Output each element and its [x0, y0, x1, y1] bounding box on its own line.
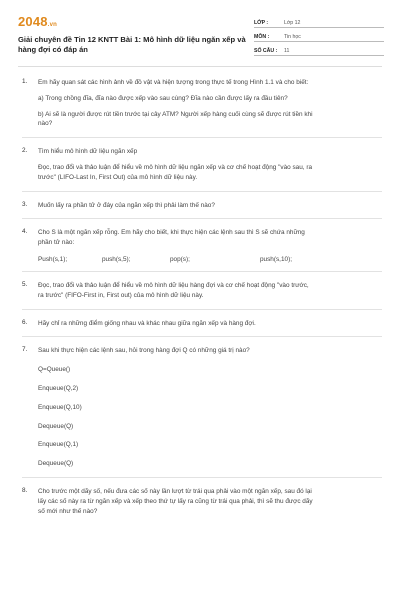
- operation: pop(s);: [170, 255, 190, 263]
- document-header: [18, 14, 268, 56]
- question-number: 7.: [22, 346, 28, 354]
- question-text: Cho trước một dãy số, nếu đưa các số này lần lượt từ trái qua phải vào một ngăn xếp, sau đó lại: [38, 487, 312, 495]
- question-number: 4.: [22, 228, 28, 236]
- question-number: 1.: [22, 78, 28, 85]
- question-2: [22, 147, 382, 182]
- question-7: [22, 346, 382, 469]
- meta-value: Tin học: [284, 34, 301, 40]
- question-text: lấy các số này ra từ ngăn xếp và xếp theo thứ tự lấy ra cũng từ trái qua phải, thì sẽ thu được dãy: [38, 497, 313, 505]
- question-8: [22, 487, 382, 516]
- meta-value: Lớp 12: [284, 20, 301, 26]
- meta-row-class: [254, 14, 384, 28]
- question-separator: [22, 309, 382, 310]
- question-5: [22, 281, 382, 301]
- question-separator: [22, 218, 382, 219]
- queue-operation: Dequeue(Q): [38, 460, 74, 468]
- question-text: Tìm hiểu mô hình dữ liệu ngăn xếp: [38, 148, 138, 156]
- queue-operation: Enqueue(Q,1): [38, 441, 79, 449]
- logo-suffix: .vn: [47, 22, 58, 28]
- question-text: phần tử nào:: [38, 239, 75, 247]
- sub-text: a) Trong chồng đĩa, đĩa nào được xếp vào sau cùng? Đĩa nào cần được lấy ra đầu tiên?: [38, 94, 288, 102]
- meta-label: MÔN :: [254, 34, 270, 40]
- question-separator: [22, 271, 382, 272]
- sub-question-b: [38, 110, 382, 130]
- question-text: số mới như thế nào?: [38, 507, 98, 515]
- question-6: [22, 319, 382, 329]
- sub-text: nào?: [38, 120, 53, 128]
- sub-question: [38, 163, 382, 183]
- question-text: Cho S là một ngăn xếp rỗng. Em hãy cho biết, khi thực hiện các lệnh sau thì S sẽ chứa những: [38, 229, 305, 237]
- question-text: Em hãy quan sát các hình ảnh về đồ vật và hiện tượng trong thực tế trong Hình 1.1 và cho biết:: [38, 79, 309, 86]
- question-text: Sau khi thực hiện các lệnh sau, hỏi trong hàng đợi Q có những giá trị nào?: [38, 347, 250, 355]
- meta-label: LỚP :: [254, 20, 269, 26]
- queue-operation: Dequeue(Q): [38, 422, 74, 430]
- sub-text: Đọc, trao đổi và thảo luận để hiểu về mô hình dữ liệu ngăn xếp và cơ chế hoạt động "vào sau, ra: [38, 163, 312, 171]
- question-text: Hãy chỉ ra những điểm giống nhau và khác nhau giữa ngăn xếp và hàng đợi.: [38, 319, 256, 327]
- question-separator: [22, 336, 382, 337]
- question-separator: [22, 477, 382, 478]
- site-logo[interactable]: [18, 14, 268, 29]
- meta-label: SỐ CÂU :: [254, 48, 278, 54]
- meta-row-count: [254, 42, 384, 56]
- question-number: 5.: [22, 280, 28, 288]
- stack-operations: [38, 256, 382, 263]
- operation: push(s,5);: [102, 255, 131, 263]
- sub-text: b) Ai sẽ là người được rút tiền trước tại cây ATM? Người xếp hàng cuối cùng sẽ được rút tiền khi: [38, 110, 313, 118]
- meta-row-subject: [254, 28, 384, 42]
- question-1: [22, 78, 382, 129]
- question-number: 2.: [22, 147, 28, 155]
- question-text: Đọc, trao đổi và thảo luận để hiểu về mô hình dữ liệu hàng đợi và cơ chế hoạt động "vào trước,: [38, 281, 309, 289]
- header-divider: [18, 66, 382, 67]
- question-text: ra trước" (FIFO-First in, First out) của mô hình dữ liệu này.: [38, 291, 204, 299]
- document-meta: [254, 14, 384, 56]
- queue-operation: Enqueue(Q,2): [38, 384, 79, 392]
- question-text: Muốn lấy ra phần tử ở đáy của ngăn xếp thì phải làm thế nào?: [38, 201, 215, 209]
- page-title: Giải chuyên đề Tin 12 KNTT Bài 1: Mô hình dữ liệu ngăn xếp và hàng đợi có đáp án: [18, 35, 246, 55]
- question-4: [22, 228, 382, 263]
- sub-question-a: [38, 94, 382, 104]
- queue-operation: Q=Queue(): [38, 366, 71, 374]
- question-list: [22, 78, 382, 516]
- question-number: 3.: [22, 200, 28, 208]
- question-separator: [22, 137, 382, 138]
- sub-text: trước" (LIFO-Last In, First Out) của mô hình dữ liệu này.: [38, 173, 198, 181]
- meta-value: 11: [284, 48, 290, 54]
- operation: push(s,10);: [260, 255, 292, 263]
- question-3: [22, 201, 382, 211]
- question-number: 6.: [22, 318, 28, 326]
- logo-main: 2048: [18, 14, 48, 29]
- question-number: 8.: [22, 486, 28, 494]
- operation: Push(s,1);: [38, 255, 68, 263]
- question-separator: [22, 191, 382, 192]
- queue-operation: Enqueue(Q,10): [38, 403, 82, 411]
